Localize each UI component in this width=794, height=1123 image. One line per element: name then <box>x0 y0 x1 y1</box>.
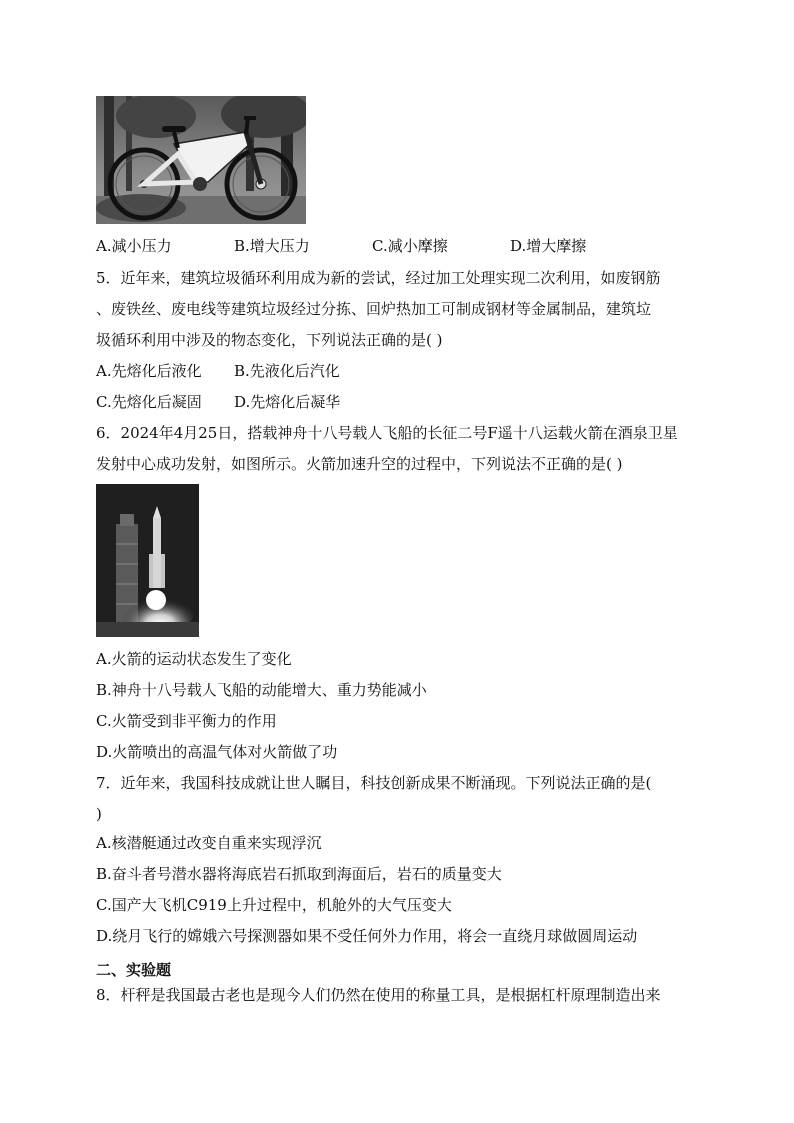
q5-option-b: B.先液化后汽化 <box>234 362 340 380</box>
q4-option-b: B.增大压力 <box>234 237 310 255</box>
q7-option-b: B.奋斗者号潜水器将海底岩石抓取到海面后，岩石的质量变大 <box>96 865 502 883</box>
bicycle-illustration <box>96 96 306 224</box>
q5-stem-line-1: 5．近年来，建筑垃圾循环利用成为新的尝试，经过加工处理实现二次利用，如废钢筋 <box>96 269 661 287</box>
q7-option-c: C.国产大飞机C919上升过程中，机舱外的大气压变大 <box>96 896 452 914</box>
q7-option-d: D.绕月飞行的嫦娥六号探测器如果不受任何外力作用，将会一直绕月球做圆周运动 <box>96 927 638 945</box>
q5-option-c: C.先熔化后凝固 <box>96 393 202 411</box>
q4-option-a: A.减小压力 <box>96 237 172 255</box>
q7-stem-line-1: 7．近年来，我国科技成就让世人瞩目，科技创新成果不断涌现。下列说法正确的是( <box>96 774 652 792</box>
q6-stem-line-2: 发射中心成功发射，如图所示。火箭加速升空的过程中，下列说法不正确的是( ) <box>96 455 623 473</box>
q5-stem-line-3: 圾循环利用中涉及的物态变化，下列说法正确的是( ) <box>96 331 443 349</box>
q6-option-a: A.火箭的运动状态发生了变化 <box>96 650 292 668</box>
q7-option-a: A.核潜艇通过改变自重来实现浮沉 <box>96 834 322 852</box>
q4-option-c: C.减小摩擦 <box>372 237 448 255</box>
section-title-experiment: 二、实验题 <box>96 961 172 979</box>
q5-option-a: A.先熔化后液化 <box>96 362 202 380</box>
q4-option-d: D.增大摩擦 <box>510 237 587 255</box>
rocket-illustration <box>96 484 199 637</box>
q5-stem-line-2: 、废铁丝、废电线等建筑垃圾经过分拣、回炉热加工可制成钢材等金属制品，建筑垃 <box>96 300 652 318</box>
rocket-launch-photo <box>96 484 199 637</box>
q8-stem-line-1: 8．杆秤是我国最古老也是现今人们仍然在使用的称量工具，是根据杠杆原理制造出来 <box>96 986 661 1004</box>
bicycle-photo <box>96 96 306 224</box>
q6-option-c: C.火箭受到非平衡力的作用 <box>96 712 277 730</box>
q5-option-d: D.先熔化后凝华 <box>234 393 341 411</box>
q6-option-b: B.神舟十八号载人飞船的动能增大、重力势能减小 <box>96 681 427 699</box>
q6-stem-line-1: 6．2024年4月25日，搭载神舟十八号载人飞船的长征二号F遥十八运载火箭在酒泉卫星 <box>96 424 678 442</box>
q7-stem-line-2: ) <box>96 805 102 823</box>
q6-option-d: D.火箭喷出的高温气体对火箭做了功 <box>96 743 338 761</box>
